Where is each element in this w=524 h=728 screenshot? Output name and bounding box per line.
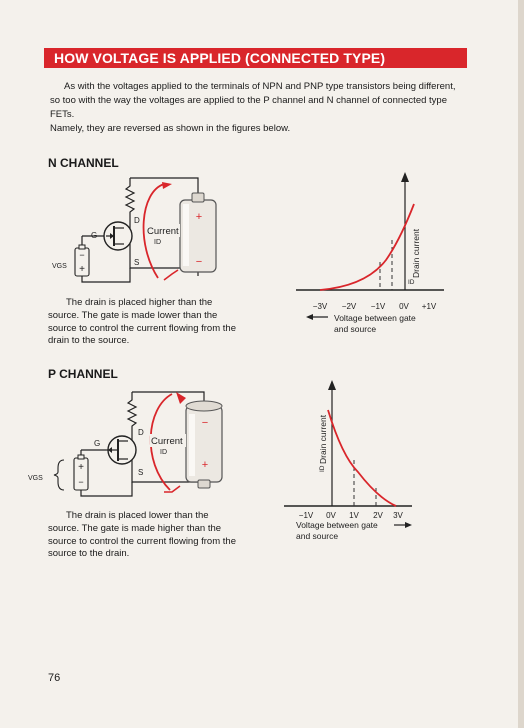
n-desc-line-2: source. The gate is made lower than the	[48, 309, 218, 321]
intro-text	[50, 80, 462, 136]
vgs-plus: +	[79, 264, 85, 275]
p-tick-4: 2V	[373, 511, 383, 520]
p-channel-heading: P CHANNEL	[48, 367, 118, 381]
p-tick-3: 1V	[349, 511, 359, 520]
n-xlabel-line-1: Voltage between gate	[334, 313, 416, 323]
n-desc-line-4: drain to the source.	[48, 335, 130, 347]
p-vgs-minus: −	[78, 477, 84, 487]
p-vgs-label: VGS	[28, 475, 43, 482]
page-number: 76	[48, 672, 61, 684]
p-desc-line-4: source to the drain.	[48, 548, 130, 560]
n-id-label: ID	[154, 239, 161, 246]
n-graph-id-label: ID	[408, 279, 415, 286]
p-tick-5: 3V	[393, 511, 403, 520]
n-desc-line-3: source to control the current flowing from the	[48, 322, 236, 334]
p-graph-id-label: ID	[319, 465, 326, 472]
p-source-label: S	[138, 468, 144, 477]
n-tick-4: 0V	[399, 302, 409, 311]
p-desc-line-2: source. The gate is made higher than the	[48, 522, 222, 534]
vgs-minus: −	[79, 250, 85, 260]
page-edge	[518, 0, 524, 728]
n-channel-description	[48, 297, 251, 348]
p-xlabel-line-1: Voltage between gate	[296, 520, 378, 530]
n-battery-plus: +	[195, 211, 203, 223]
p-tick-2: 0V	[326, 511, 336, 520]
n-battery-minus: −	[195, 256, 203, 268]
n-tick-1: −3V	[312, 302, 328, 311]
p-channel-description	[48, 510, 251, 561]
p-drain-current-label: Drain current	[318, 414, 328, 464]
p-channel-circuit	[24, 386, 240, 506]
p-battery-plus: +	[201, 459, 209, 471]
p-tick-1: −1V	[298, 511, 314, 520]
n-drain-label: D	[134, 216, 140, 225]
n-channel-graph	[296, 166, 456, 338]
p-xlabel-line-2: and source	[296, 531, 339, 541]
n-source-label: S	[134, 258, 140, 267]
vgs-label: VGS	[52, 263, 67, 270]
p-desc-line-1: The drain is placed lower than the	[66, 510, 209, 521]
n-channel-circuit	[44, 172, 244, 288]
page-title: HOW VOLTAGE IS APPLIED (CONNECTED TYPE)	[54, 50, 386, 66]
n-channel-heading: N CHANNEL	[48, 156, 119, 170]
n-desc-line-1: The drain is placed higher than the	[66, 297, 213, 308]
n-gate-label: G	[91, 231, 98, 240]
n-drain-current-label: Drain current	[411, 228, 421, 278]
p-transfer-curve	[328, 410, 396, 506]
n-current-label: Current	[147, 226, 179, 237]
p-vgs-plus: +	[78, 462, 84, 473]
p-gate-label: G	[94, 439, 101, 448]
p-battery-minus: −	[201, 417, 209, 429]
n-transfer-curve	[320, 204, 414, 290]
p-desc-line-3: source to control the current flowing from the	[48, 535, 236, 547]
n-tick-3: −1V	[370, 302, 386, 311]
n-tick-2: −2V	[341, 302, 357, 311]
n-xlabel-line-2: and source	[334, 324, 377, 334]
p-drain-label: D	[138, 428, 144, 437]
p-channel-graph	[284, 376, 434, 546]
n-tick-5: +1V	[421, 302, 437, 311]
intro-paragraph-2: Namely, they are reversed as shown in the figures below.	[50, 123, 291, 134]
p-current-label: Current	[151, 436, 183, 447]
title-banner	[44, 48, 467, 68]
intro-paragraph-1: As with the voltages applied to the terminals of NPN and PNP type transistors being different, so too with the way the voltages are applied to the P channel and N channel of connected type FETs.	[50, 81, 456, 120]
p-id-label: ID	[160, 449, 167, 456]
